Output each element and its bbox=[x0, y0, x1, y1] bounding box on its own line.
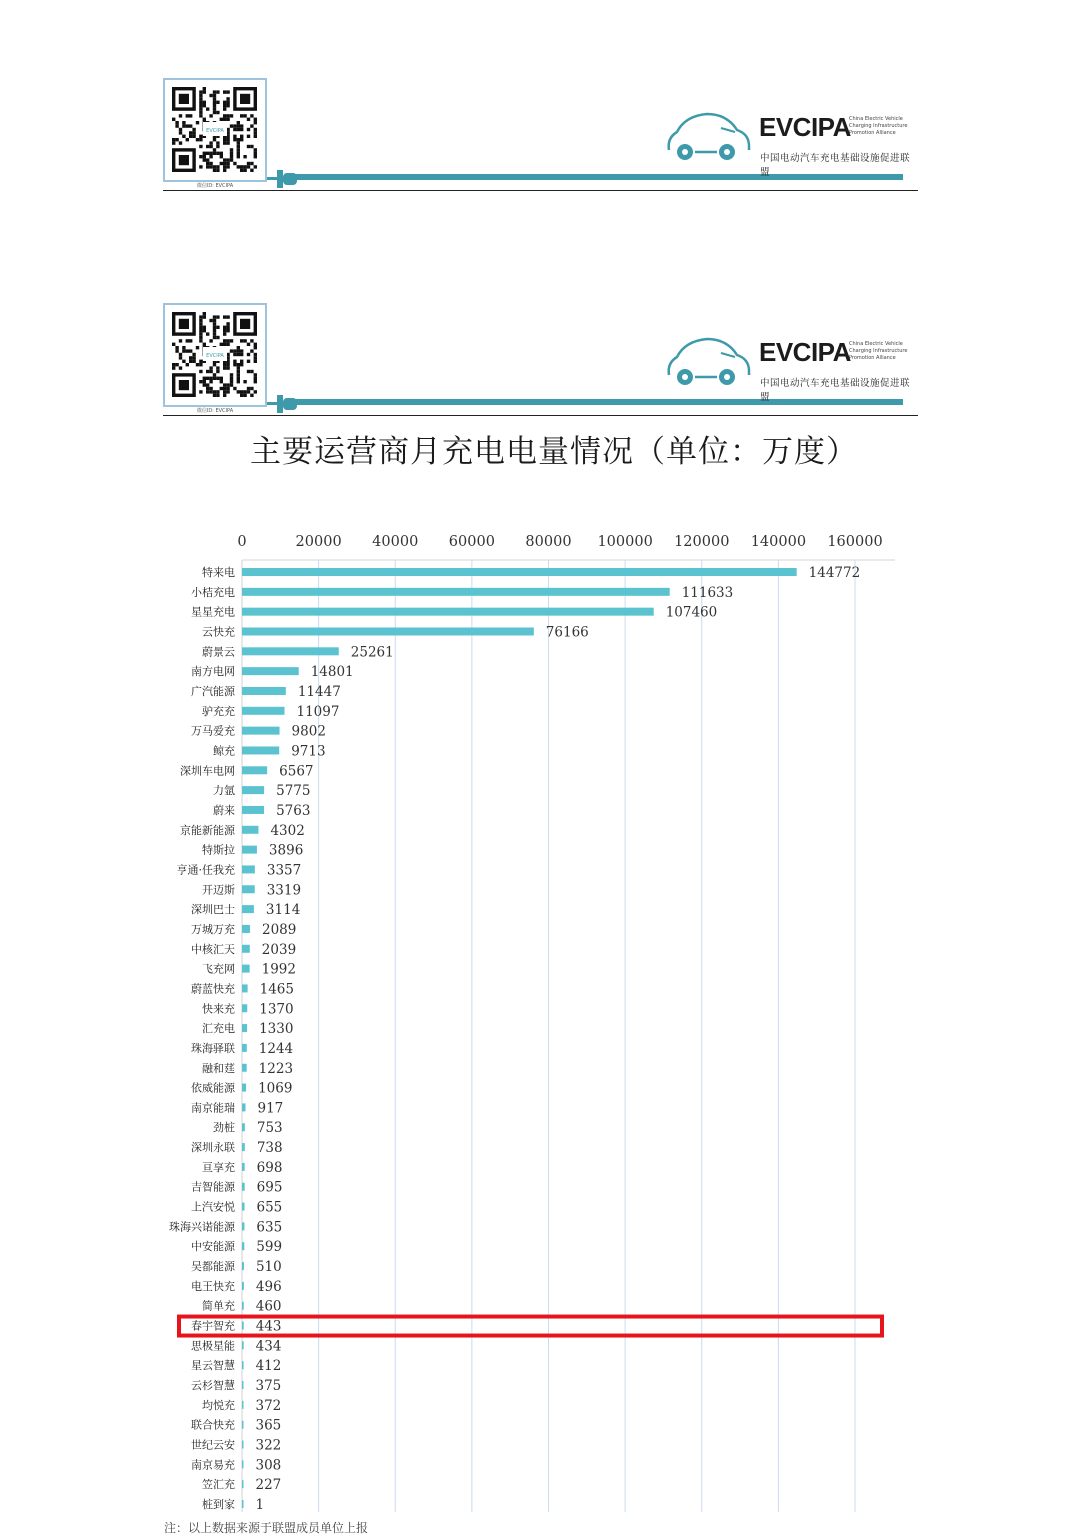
bar bbox=[242, 1441, 244, 1449]
data-label: 1 bbox=[255, 1497, 265, 1514]
bar bbox=[242, 1222, 244, 1230]
category-label: 均悦充 bbox=[202, 1398, 235, 1412]
data-label: 1223 bbox=[258, 1060, 294, 1077]
category-label: 星云智慧 bbox=[191, 1359, 235, 1373]
data-label: 460 bbox=[255, 1298, 282, 1315]
category-label: 云快充 bbox=[202, 625, 235, 639]
bar bbox=[242, 1381, 244, 1389]
bar bbox=[242, 627, 534, 635]
data-label: 1465 bbox=[259, 981, 294, 998]
bar bbox=[242, 1024, 247, 1032]
category-label: 联合快充 bbox=[191, 1418, 235, 1432]
x-tick-label: 40000 bbox=[372, 534, 419, 550]
data-label: 111633 bbox=[681, 584, 734, 601]
data-label: 76166 bbox=[545, 624, 589, 641]
bar bbox=[242, 1460, 244, 1468]
category-label: 鲸充 bbox=[213, 744, 235, 758]
data-label: 3896 bbox=[268, 842, 304, 859]
bar bbox=[242, 1322, 244, 1330]
bar bbox=[242, 865, 255, 873]
data-label: 4302 bbox=[270, 822, 305, 839]
bar bbox=[242, 1203, 245, 1211]
category-label: 依威能源 bbox=[191, 1081, 235, 1095]
data-label: 107460 bbox=[665, 604, 718, 621]
data-label: 144772 bbox=[808, 565, 861, 581]
bar bbox=[242, 925, 250, 933]
data-label: 738 bbox=[256, 1140, 283, 1157]
bar bbox=[242, 846, 257, 854]
category-label: 南京能瑞 bbox=[191, 1101, 235, 1115]
bar bbox=[242, 1361, 244, 1369]
category-label: 万马爱充 bbox=[191, 724, 235, 738]
category-label: 特斯拉 bbox=[202, 843, 235, 857]
bar bbox=[242, 1480, 244, 1488]
bar bbox=[242, 1421, 244, 1429]
bar bbox=[242, 1084, 246, 1092]
category-label: 星星充电 bbox=[191, 605, 235, 619]
data-label: 443 bbox=[255, 1318, 282, 1335]
data-label: 655 bbox=[256, 1199, 283, 1216]
data-label: 510 bbox=[255, 1259, 282, 1276]
bar bbox=[242, 945, 250, 953]
bar bbox=[242, 1064, 247, 1072]
category-label: 珠海兴诺能源 bbox=[169, 1220, 235, 1234]
data-label: 11447 bbox=[297, 683, 341, 700]
bar bbox=[242, 1341, 244, 1349]
qr-caption: 微信ID: EVCIPA bbox=[196, 408, 234, 414]
footer-note: 注：以上数据来源于联盟成员单位上报 bbox=[164, 1521, 369, 1535]
data-label: 11097 bbox=[296, 703, 340, 720]
brand-english: China Electric Vehicle Charging Infrastructure Promotion Alliance bbox=[849, 341, 908, 361]
category-label: 开迈斯 bbox=[202, 883, 235, 897]
data-label: 1069 bbox=[258, 1080, 293, 1097]
category-label: 吴都能源 bbox=[191, 1260, 235, 1274]
data-label: 322 bbox=[255, 1437, 282, 1454]
category-label: 飞充网 bbox=[202, 962, 235, 976]
data-label: 5775 bbox=[276, 783, 311, 800]
category-label: 中核汇天 bbox=[191, 942, 235, 956]
category-label: 思极星能 bbox=[191, 1339, 235, 1353]
data-label: 3114 bbox=[265, 902, 301, 919]
bar bbox=[242, 1401, 244, 1409]
data-label: 496 bbox=[255, 1278, 282, 1295]
data-label: 9713 bbox=[291, 743, 326, 760]
bar bbox=[242, 826, 258, 834]
x-tick-label: 100000 bbox=[597, 534, 653, 550]
data-label: 1330 bbox=[259, 1021, 294, 1038]
category-label: 云杉智慧 bbox=[191, 1379, 235, 1393]
data-label: 753 bbox=[256, 1120, 283, 1137]
x-tick-label: 0 bbox=[237, 534, 247, 550]
bar bbox=[242, 1143, 245, 1151]
category-label: 南方电网 bbox=[191, 665, 235, 679]
data-label: 308 bbox=[255, 1457, 282, 1474]
x-tick-label: 140000 bbox=[750, 534, 807, 550]
category-label: 深圳永联 bbox=[191, 1141, 235, 1155]
category-label: 世纪云安 bbox=[191, 1438, 235, 1452]
bar bbox=[242, 1004, 247, 1012]
category-label: 桩到家 bbox=[202, 1498, 235, 1512]
category-label: 笠汇充 bbox=[202, 1478, 235, 1492]
bar bbox=[242, 984, 248, 992]
data-label: 9802 bbox=[291, 723, 326, 740]
category-label: 深圳巴士 bbox=[191, 903, 235, 917]
category-label: 深圳车电网 bbox=[180, 764, 235, 778]
data-label: 1370 bbox=[259, 1001, 294, 1018]
brand-english: China Electric Vehicle Charging Infrastructure Promotion Alliance bbox=[849, 116, 908, 136]
bar bbox=[242, 727, 280, 735]
category-label: 南京易充 bbox=[191, 1458, 235, 1472]
x-tick-label: 60000 bbox=[448, 534, 495, 550]
bar bbox=[242, 687, 286, 695]
category-label: 劲桩 bbox=[213, 1121, 235, 1135]
bar bbox=[242, 1183, 245, 1191]
category-label: 万城万充 bbox=[191, 922, 235, 936]
category-label: 珠海驿联 bbox=[191, 1041, 235, 1055]
data-label: 695 bbox=[256, 1179, 283, 1196]
data-label: 3357 bbox=[266, 862, 302, 879]
category-label: 蔚蓝快充 bbox=[191, 982, 235, 996]
x-tick-label: 120000 bbox=[674, 534, 730, 550]
bar bbox=[242, 1302, 244, 1310]
category-label: 特来电 bbox=[202, 566, 235, 579]
bar bbox=[242, 608, 654, 616]
bar bbox=[242, 707, 285, 715]
category-label: 京能新能源 bbox=[180, 823, 235, 837]
data-label: 635 bbox=[256, 1219, 283, 1236]
data-label: 25261 bbox=[350, 644, 394, 661]
category-label: 驴充充 bbox=[202, 704, 235, 718]
bar bbox=[242, 1123, 245, 1131]
brand-chinese: 中国电动汽车充电基础设施促进联盟 bbox=[760, 153, 911, 178]
data-label: 372 bbox=[255, 1397, 282, 1414]
bar bbox=[242, 1103, 246, 1111]
data-label: 1244 bbox=[258, 1040, 294, 1057]
bar bbox=[242, 647, 339, 655]
data-label: 227 bbox=[255, 1477, 282, 1494]
data-label: 6567 bbox=[279, 763, 314, 780]
data-label: 698 bbox=[256, 1159, 283, 1176]
bar bbox=[242, 786, 264, 794]
category-label: 小桔充电 bbox=[191, 585, 235, 599]
brand-name: EVCIPA bbox=[759, 337, 851, 367]
bar bbox=[242, 1163, 245, 1171]
bar bbox=[242, 1500, 244, 1508]
category-label: 吉智能源 bbox=[191, 1180, 235, 1194]
bar bbox=[242, 1282, 244, 1290]
data-label: 599 bbox=[256, 1239, 283, 1256]
qr-caption: 微信ID: EVCIPA bbox=[196, 183, 234, 189]
category-label: 亘享充 bbox=[202, 1160, 235, 1174]
bar bbox=[242, 905, 254, 913]
data-label: 2089 bbox=[262, 921, 297, 938]
category-label: 力氩 bbox=[213, 784, 235, 798]
bar bbox=[242, 965, 250, 973]
data-label: 375 bbox=[255, 1378, 282, 1395]
bar bbox=[242, 806, 264, 814]
svg-text:EVCIPA: EVCIPA bbox=[206, 353, 224, 359]
category-label: 广汽能源 bbox=[191, 684, 235, 698]
bar bbox=[242, 588, 670, 596]
bar bbox=[242, 667, 299, 675]
bar bbox=[242, 568, 797, 576]
data-label: 1992 bbox=[261, 961, 296, 978]
bar bbox=[242, 746, 279, 754]
category-label: 汇充电 bbox=[202, 1022, 235, 1036]
data-label: 3319 bbox=[266, 882, 302, 899]
x-tick-label: 80000 bbox=[525, 534, 572, 550]
category-label: 蔚来 bbox=[213, 803, 235, 817]
bar bbox=[242, 1262, 244, 1270]
bar bbox=[242, 1044, 247, 1052]
chart-title: 主要运营商月充电电量情况（单位：万度） bbox=[250, 434, 858, 470]
category-label: 融和莛 bbox=[202, 1061, 235, 1075]
category-label: 电王快充 bbox=[191, 1279, 235, 1293]
bar bbox=[242, 1242, 244, 1250]
category-label: 蔚景云 bbox=[202, 645, 235, 659]
category-label: 上汽安悦 bbox=[191, 1200, 235, 1214]
category-label: 简单充 bbox=[202, 1299, 235, 1313]
data-label: 412 bbox=[255, 1358, 282, 1375]
category-label: 快来充 bbox=[202, 1002, 235, 1016]
highlight-box bbox=[179, 1317, 882, 1336]
category-label: 亨通·任我充 bbox=[176, 863, 235, 877]
data-label: 14801 bbox=[310, 664, 354, 681]
data-label: 434 bbox=[255, 1338, 282, 1355]
bar bbox=[242, 766, 267, 774]
data-label: 917 bbox=[257, 1100, 284, 1117]
data-label: 365 bbox=[255, 1417, 282, 1434]
category-label: 春宇智充 bbox=[191, 1319, 235, 1333]
data-label: 2039 bbox=[261, 941, 297, 958]
svg-text:EVCIPA: EVCIPA bbox=[206, 128, 224, 134]
x-tick-label: 20000 bbox=[295, 534, 342, 550]
data-label: 5763 bbox=[276, 802, 311, 819]
bar bbox=[242, 885, 255, 893]
x-tick-label: 160000 bbox=[827, 534, 883, 550]
category-label: 中安能源 bbox=[191, 1240, 235, 1254]
brand-chinese: 中国电动汽车充电基础设施促进联盟 bbox=[760, 378, 911, 403]
brand-name: EVCIPA bbox=[759, 112, 851, 142]
